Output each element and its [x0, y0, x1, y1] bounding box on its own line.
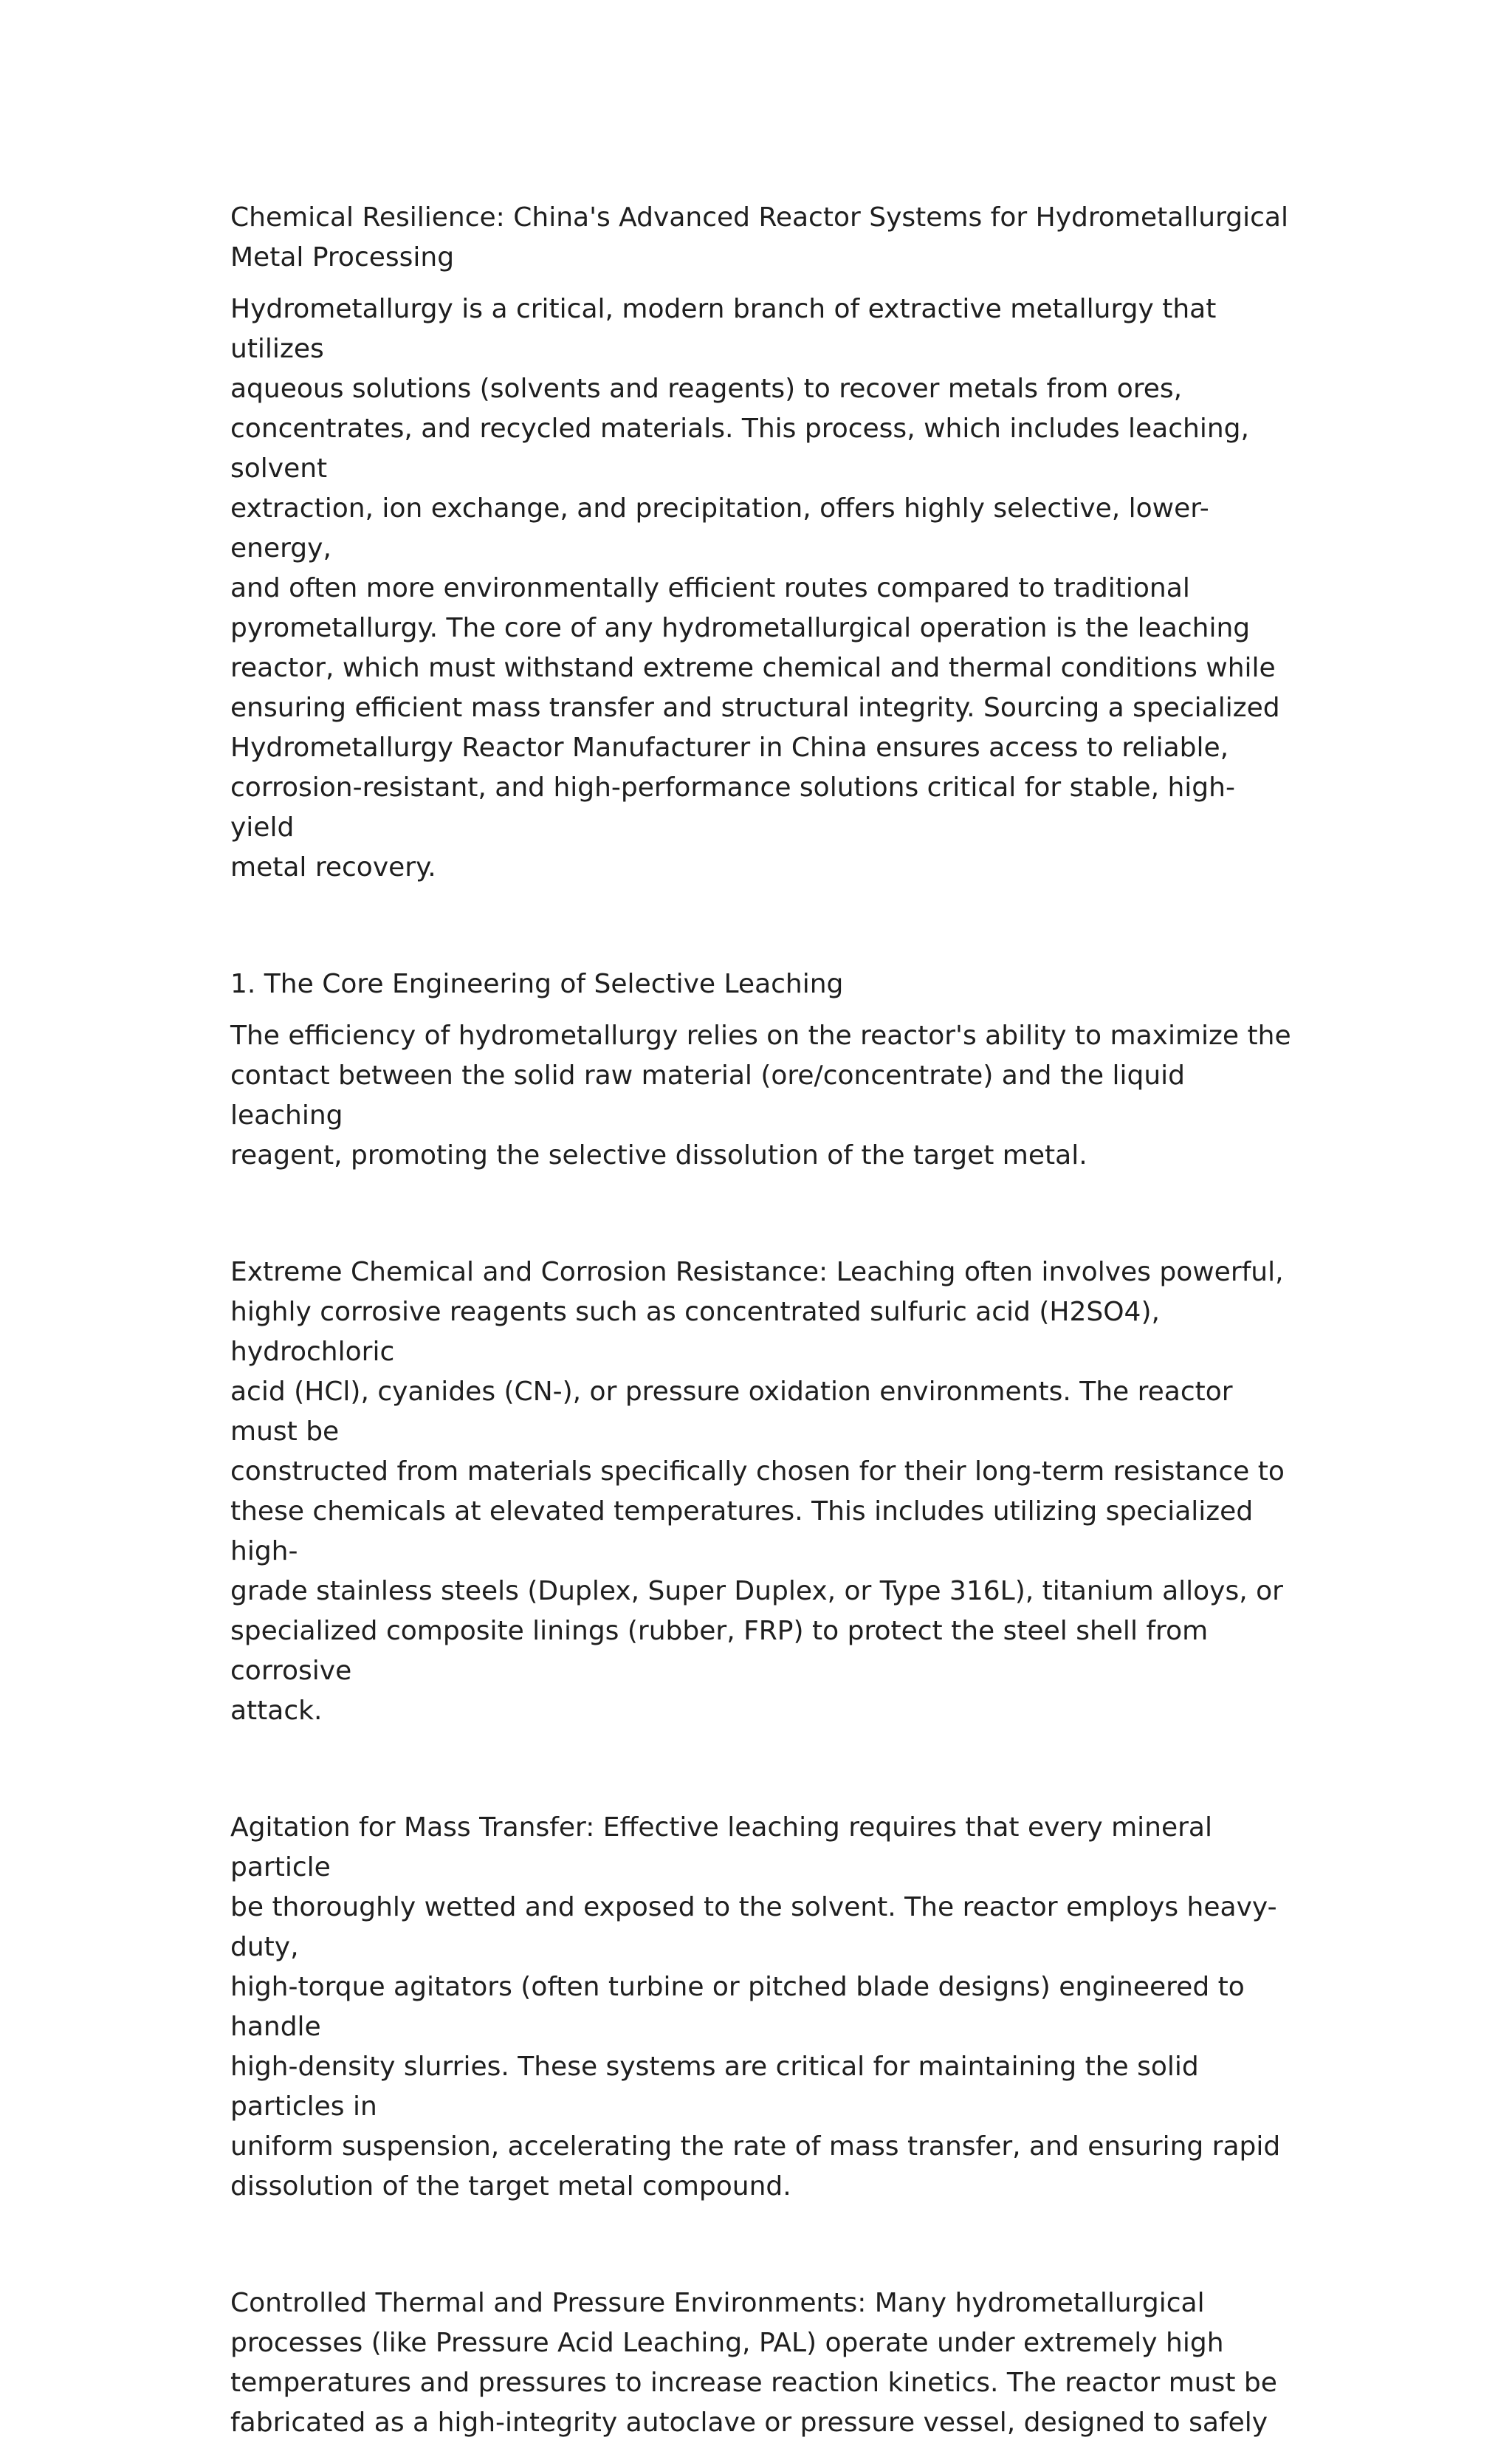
paragraph-agitation: Agitation for Mass Transfer: Effective leaching requires that every mineral particle be thoroughly wetted and exposed to the solvent. The reactor employs heavy-duty, high-torque agitators (often turbine or pitched blade designs) engineered to handle high-density slurries. These systems are critical for maintaining the solid particles in uniform suspension, accelerating the rate of mass transfer, and ensuring rapid dissolution of the target metal compound. — [230, 1812, 1281, 2202]
document-title: Chemical Resilience: China's Advanced Reactor Systems for Hydrometallurgical Metal Processing — [230, 202, 1288, 273]
paragraph-chemical-resistance: Extreme Chemical and Corrosion Resistance: Leaching often involves powerful, highly corrosive reagents such as concentrated sulfuric acid (H2SO4), hydrochloric acid (HCl), cyanides (CN-), or pressure oxidation environments. The reactor must be constructed from materials specifically chosen for their long-term resistance to these chemicals at elevated temperatures. This includes utilizing specialized high- grade stainless steels (Duplex, Super Duplex, or Type 316L), titanium alloys, or specialized composite linings (rubber, FRP) to protect the steel shell from corrosive attack. — [230, 1257, 1285, 1726]
section-heading: 1. The Core Engineering of Selective Leaching — [230, 969, 844, 999]
section-intro-paragraph: The efficiency of hydrometallurgy relies on the reactor's ability to maximize the contact between the solid raw material (ore/concentrate) and the liquid leaching reagent, promoting the selective dissolution of the target metal. — [230, 1021, 1291, 1171]
paragraph-thermal-pressure: Controlled Thermal and Pressure Environments: Many hydrometallurgical processes (like Pressure Acid Leaching, PAL) operate under extremely high temperatures and pressures to increase reaction kinetics. The reactor must be fabricated as a high-integrity autoclave or pressure vessel, designed to safely — [230, 2288, 1277, 2438]
intro-paragraph: Hydrometallurgy is a critical, modern branch of extractive metallurgy that utilizes aqueous solutions (solvents and reagents) to recover metals from ores, concentrates, and recycled materials. This process, which includes leaching, solvent extraction, ion exchange, and precipitation, offers highly selective, lower-energy, and often more environmentally efficient routes compared to traditional pyrometallurgy. The core of any hydrometallurgical operation is the leaching reactor, which must withstand extreme chemical and thermal conditions while ensuring efficient mass transfer and structural integrity. Sourcing a specialized Hydrometallurgy Reactor Manufacturer in China ensures access to reliable, corrosion-resistant, and high-performance solutions critical for stable, high-yield metal recovery. — [230, 294, 1280, 883]
document-page — [230, 198, 1293, 2443]
